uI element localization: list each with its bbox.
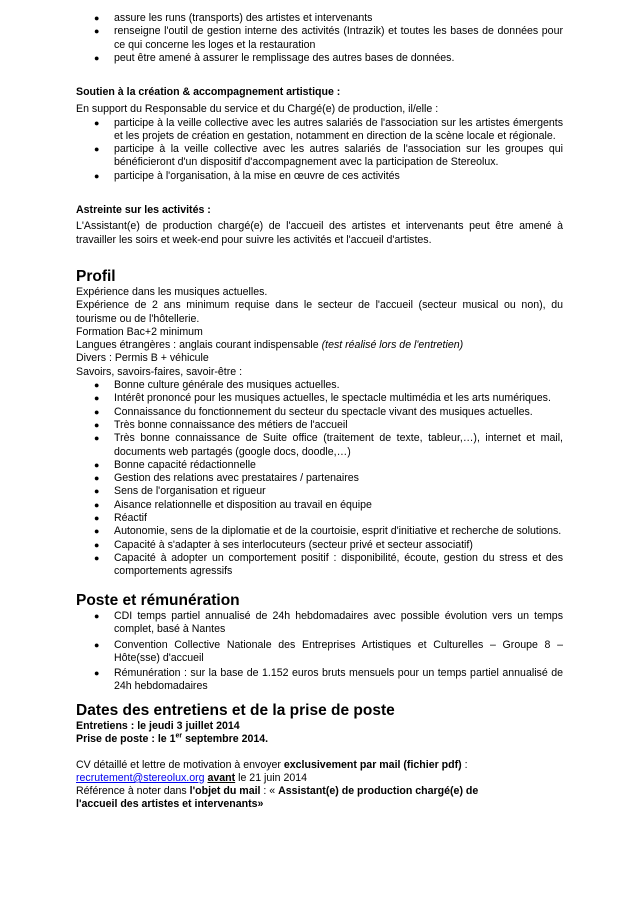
list-item: ● Bonne culture générale des musiques actuelles. xyxy=(94,379,340,392)
list-item: ● CDI temps partiel annualisé de 24h hebdomadaires avec possible évolution vers un temps complet, basé à Nantes xyxy=(94,610,563,636)
soutien-list xyxy=(0,117,638,183)
bullet-icon: ● xyxy=(94,513,100,524)
list-item: ● Sens de l'organisation et rigueur xyxy=(94,485,266,498)
list-item: ● Connaissance du fonctionnement du secteur du spectacle vivant des musiques actuelles. xyxy=(94,405,533,418)
astreinte-heading: Astreinte sur les activités : xyxy=(76,204,211,216)
list-item: ● renseigne l'outil de gestion interne des activités (Intrazik) et toutes les bases de données pour ce qui concerne les loges et la restauration xyxy=(94,25,563,51)
bullet-icon: ● xyxy=(94,486,100,497)
bullet-icon: ● xyxy=(94,419,100,430)
astreinte-text: L'Assistant(e) de production chargé(e) de l'accueil des artistes et intervenants peut être amené à travailler les soirs et week-end pour suivre les activités et l'accueil d'artistes. xyxy=(76,220,563,246)
dates-heading: Dates des entretiens et de la prise de poste xyxy=(76,702,395,719)
list-item: ● Très bonne connaissance de Suite office (traitement de texte, tableur,…), internet et mail, documents web partagés (google docs, doodle,…) xyxy=(94,432,563,458)
profil-line: Formation Bac+2 minimum xyxy=(76,325,203,338)
list-item: ● Très bonne connaissance des métiers de l'accueil xyxy=(94,418,348,431)
profil-heading: Profil xyxy=(76,268,116,285)
bullet-icon: ● xyxy=(94,639,100,650)
top-bullet-list xyxy=(0,12,638,65)
poste-heading: Poste et rémunération xyxy=(76,592,240,609)
profil-divers: Divers : Permis B + véhicule xyxy=(76,352,209,365)
list-item: ● participe à l'organisation, à la mise en œuvre de ces activités xyxy=(94,169,400,182)
soutien-section xyxy=(0,86,638,183)
profil-savoirs: Savoirs, savoirs-faires, savoir-être : xyxy=(76,365,243,378)
profil-section xyxy=(0,268,638,579)
soutien-intro: En support du Responsable du service et du Chargé(e) de production, il/elle : xyxy=(76,103,439,116)
profil-langues: Langues étrangères : anglais courant indispensable (test réalisé lors de l'entretien) xyxy=(76,339,464,352)
email-link[interactable]: recrutement@stereolux.org xyxy=(76,771,205,784)
profil-line: Expérience dans les musiques actuelles. xyxy=(76,286,268,298)
list-item: ● peut être amené à assurer le remplissage des autres bases de données. xyxy=(94,51,455,64)
list-item: ● Aisance relationnelle et disposition au travail en équipe xyxy=(94,498,372,511)
list-item: ● participe à la veille collective avec les autres salariés de l'association sur les groupes qui bénéficieront d'un dispositif d'accompagnement avec la participation de Stereolux. xyxy=(94,143,563,169)
list-item: ● Réactif xyxy=(94,512,147,525)
dates-section xyxy=(0,702,638,812)
bullet-icon: ● xyxy=(94,26,100,37)
dates-email-line: recrutement@stereolux.org avant le 21 juin 2014 xyxy=(76,771,308,784)
bullet-icon: ● xyxy=(94,459,100,470)
bullet-icon: ● xyxy=(94,499,100,510)
bullet-icon: ● xyxy=(94,117,100,128)
dates-cv: CV détaillé et lettre de motivation à envoyer exclusivement par mail (fichier pdf) : xyxy=(76,758,468,771)
bullet-icon: ● xyxy=(94,433,100,444)
poste-section xyxy=(0,592,638,694)
bullet-icon: ● xyxy=(94,611,100,621)
soutien-heading: Soutien à la création & accompagnement artistique : xyxy=(76,86,341,98)
bullet-icon: ● xyxy=(94,668,100,679)
list-item: ● Rémunération : sur la base de 1.152 euros bruts mensuels pour un temps partiel annualisé de 24h hebdomadaires xyxy=(94,667,563,693)
poste-list xyxy=(0,610,638,694)
dates-prise: Prise de poste : le 1er septembre 2014. xyxy=(76,732,269,746)
list-item: ● Gestion des relations avec prestataires / partenaires xyxy=(94,472,359,485)
bullet-icon: ● xyxy=(94,539,100,550)
list-item: ● participe à la veille collective avec les autres salariés de l'association sur les artistes émergents et les projets de création en gestation, notamment en direction de la scène locale et régionale. xyxy=(94,116,563,142)
list-item: ● Capacité à s'adapter à ses interlocuteurs (secteur privé et secteur associatif) xyxy=(94,538,473,551)
list-item: ● Capacité à adopter un comportement positif : disponibilité, écoute, gestion du stress et des comportements agressifs xyxy=(94,551,563,578)
astreinte-section xyxy=(0,204,638,247)
bullet-icon: ● xyxy=(94,380,100,391)
list-item: ● Intérêt prononcé pour les musiques actuelles, le spectacle multimédia et les arts numériques. xyxy=(94,392,551,405)
bullet-icon: ● xyxy=(94,473,100,484)
bullet-icon: ● xyxy=(94,526,100,537)
profil-list xyxy=(0,379,638,578)
list-item: ● assure les runs (transports) des artistes et intervenants xyxy=(94,12,373,24)
list-item: ● Autonomie, sens de la diplomatie et de la courtoisie, esprit d'initiative et recherche de solutions. xyxy=(94,525,562,538)
bullet-icon: ● xyxy=(94,170,100,181)
dates-entretiens: Entretiens : le jeudi 3 juillet 2014 xyxy=(76,720,240,732)
bullet-icon: ● xyxy=(94,52,100,63)
dates-reference: Référence à noter dans l'objet du mail : « Assistant(e) de production chargé(e) de l'accueil des artistes et intervenants» xyxy=(76,785,479,811)
bullet-icon: ● xyxy=(94,406,100,417)
bullet-icon: ● xyxy=(94,13,100,23)
bullet-icon: ● xyxy=(94,393,100,404)
bullet-icon: ● xyxy=(94,552,100,563)
list-item: ● Bonne capacité rédactionnelle xyxy=(94,458,256,471)
profil-line: Expérience de 2 ans minimum requise dans le secteur de l'accueil (secteur musical ou non), du tourisme ou de l'hôtellerie. xyxy=(76,299,563,325)
list-item: ● Convention Collective Nationale des Entreprises Artistiques et Culturelles – Groupe 8 – Hôte(sse) d'accueil xyxy=(94,638,563,664)
bullet-icon: ● xyxy=(94,144,100,155)
